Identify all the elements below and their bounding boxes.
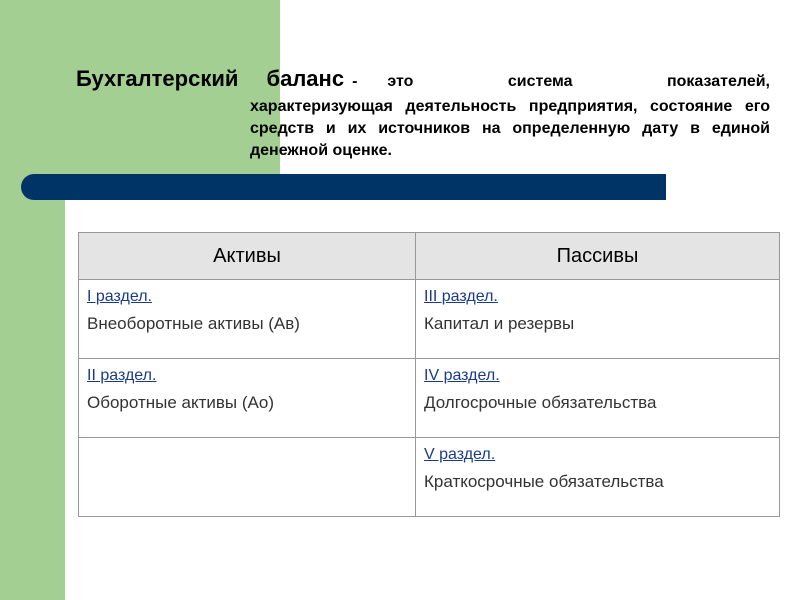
table-row xyxy=(79,280,780,359)
slide-heading xyxy=(76,66,770,162)
liabilities-cell xyxy=(416,438,780,517)
section-name: Долгосрочные обязательства xyxy=(424,393,657,412)
section-name: Оборотные активы (Ао) xyxy=(87,393,274,412)
decorative-navy-bar xyxy=(21,174,666,200)
table-row xyxy=(79,359,780,438)
liabilities-cell xyxy=(416,359,780,438)
liabilities-cell xyxy=(416,280,780,359)
balance-table xyxy=(78,232,780,517)
assets-cell-empty xyxy=(79,438,416,517)
section-name: Внеоборотные активы (Ав) xyxy=(87,314,300,333)
section-name: Краткосрочные обязательства xyxy=(424,472,664,491)
section-label[interactable]: IV раздел. xyxy=(424,367,500,384)
table-row xyxy=(79,438,780,517)
header-liabilities: Пассивы xyxy=(416,233,780,280)
term-dash: - xyxy=(352,73,358,90)
heading-first-line xyxy=(76,66,770,92)
term-title: Бухгалтерский баланс xyxy=(76,66,345,91)
decorative-green-stripe xyxy=(0,0,65,600)
definition-word: это xyxy=(387,73,414,90)
section-label[interactable]: II раздел. xyxy=(87,367,157,384)
header-assets: Активы xyxy=(79,233,416,280)
assets-cell xyxy=(79,280,416,359)
table-header-row xyxy=(79,233,780,280)
section-label[interactable]: I раздел. xyxy=(87,288,152,305)
definition-word: показателей, xyxy=(666,73,770,90)
section-name: Капитал и резервы xyxy=(424,314,575,333)
section-label[interactable]: V раздел. xyxy=(424,446,496,463)
section-label[interactable]: III раздел. xyxy=(424,288,498,305)
definition-start xyxy=(387,73,770,91)
definition-word: система xyxy=(507,73,573,90)
assets-cell xyxy=(79,359,416,438)
definition-text: характеризующая деятельность предприятия, состояние его средств и их источников на определенную дату в единой денежной оценке. xyxy=(250,98,770,159)
